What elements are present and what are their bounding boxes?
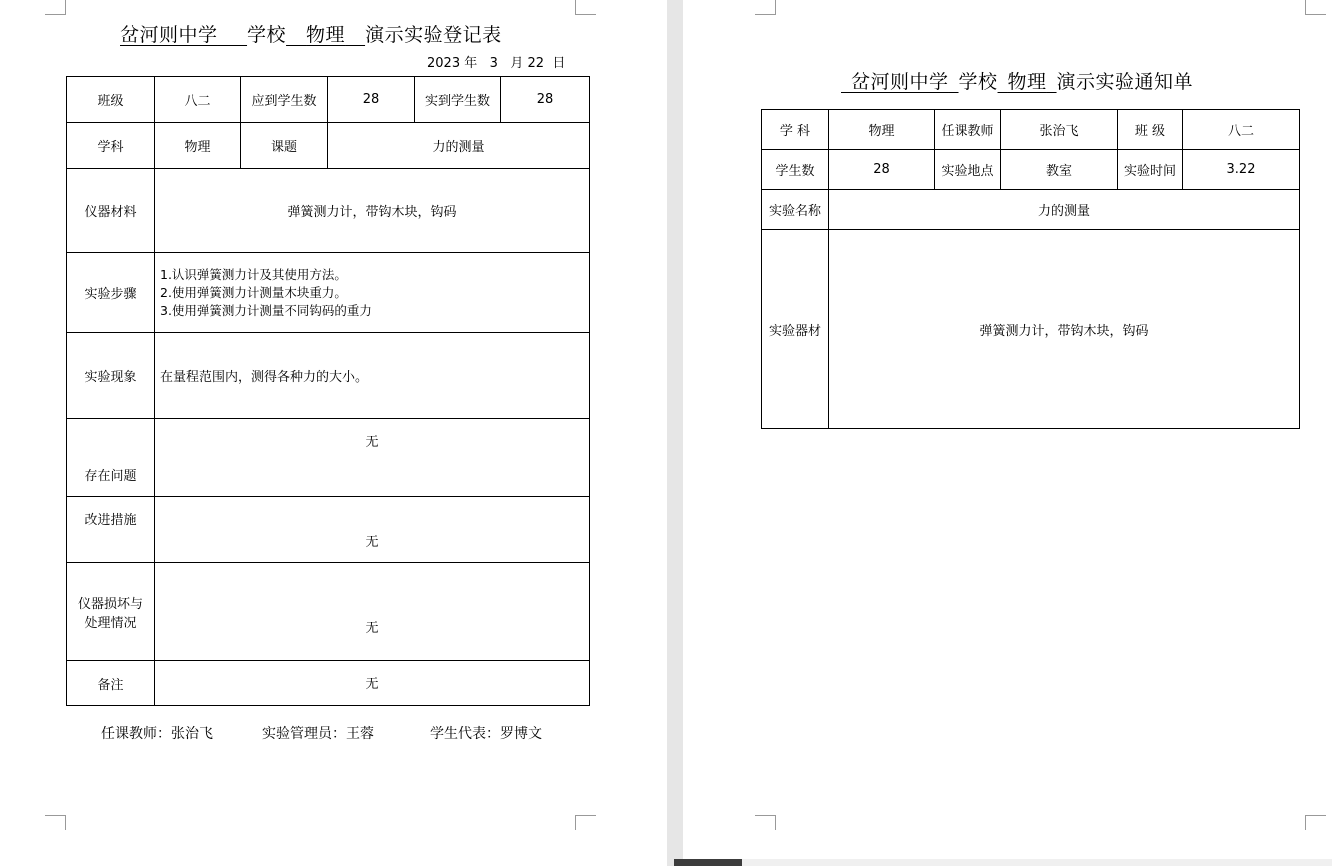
page-gutter	[667, 0, 683, 866]
class-label: 班级	[67, 77, 155, 123]
actual-value: 28	[501, 77, 590, 123]
improve-value: 无	[155, 497, 590, 563]
title-school: 岔河则中学	[120, 24, 218, 46]
topic-value: 力的测量	[328, 123, 590, 169]
title-suffix: 演示实验通知单	[1056, 71, 1194, 93]
register-title	[120, 20, 502, 47]
location-label: 实验地点	[935, 150, 1001, 190]
students-value: 28	[829, 150, 935, 190]
materials-label: 仪器材料	[67, 169, 155, 253]
class-value: 八二	[155, 77, 241, 123]
remarks-label: 备注	[67, 661, 155, 706]
step-item: 3.使用弹簧测力计测量不同钩码的重力	[160, 302, 372, 318]
title-subject: 物理	[1007, 71, 1047, 93]
title-subject: 物理	[306, 24, 346, 46]
crop-mark	[575, 0, 596, 15]
problems-label: 存在问题	[67, 419, 155, 497]
materials-value: 弹簧测力计，带钩木块，钩码	[155, 169, 590, 253]
phenomenon-label: 实验现象	[67, 333, 155, 419]
expected-value: 28	[328, 77, 415, 123]
teacher-label: 任课教师	[935, 110, 1001, 150]
title-suffix: 演示实验登记表	[365, 24, 502, 46]
step-item: 2.使用弹簧测力计测量木块重力。	[160, 284, 347, 300]
crop-mark	[755, 0, 776, 15]
scrollbar-thumb[interactable]	[674, 859, 742, 866]
step-item: 1.认识弹簧测力计及其使用方法。	[160, 266, 347, 282]
footer-student-rep: 学生代表：罗博文	[430, 726, 542, 742]
problems-value: 无	[155, 419, 590, 497]
crop-mark	[755, 815, 776, 830]
equipment-value: 弹簧测力计，带钩木块，钩码	[829, 230, 1300, 429]
class-value: 八二	[1183, 110, 1300, 150]
expected-label: 应到学生数	[241, 77, 328, 123]
phenomenon-value: 在量程范围内，测得各种力的大小。	[155, 333, 590, 419]
damage-label: 仪器损坏与 处理情况	[67, 563, 155, 661]
steps-list	[155, 253, 590, 333]
steps-label: 实验步骤	[67, 253, 155, 333]
register-date: 2023 年 3 月 22 日	[427, 56, 566, 71]
title-school-suffix: 学校	[958, 71, 998, 93]
crop-mark	[1305, 0, 1326, 15]
subject-label: 学 科	[762, 110, 829, 150]
title-school-suffix: 学校	[247, 24, 287, 46]
topic-label: 课题	[241, 123, 328, 169]
crop-mark	[45, 0, 66, 15]
damage-value: 无	[155, 563, 590, 661]
register-table	[66, 76, 590, 706]
teacher-value: 张治飞	[1001, 110, 1118, 150]
footer-admin: 实验管理员：王蓉	[262, 726, 374, 742]
crop-mark	[1305, 815, 1326, 830]
horizontal-scrollbar[interactable]	[674, 859, 1332, 866]
actual-label: 实到学生数	[415, 77, 501, 123]
experiment-name-value: 力的测量	[829, 190, 1300, 230]
experiment-name-label: 实验名称	[762, 190, 829, 230]
title-school: 岔河则中学	[851, 71, 949, 93]
location-value: 教室	[1001, 150, 1118, 190]
improve-label: 改进措施	[67, 497, 155, 563]
subject-value: 物理	[155, 123, 241, 169]
subject-label: 学科	[67, 123, 155, 169]
footer-teacher: 任课教师：张治飞	[101, 726, 213, 742]
notice-page	[683, 0, 1332, 866]
time-label: 实验时间	[1118, 150, 1183, 190]
subject-value: 物理	[829, 110, 935, 150]
notice-title	[841, 67, 1193, 94]
remarks-value: 无	[155, 661, 590, 706]
time-value: 3.22	[1183, 150, 1300, 190]
crop-mark	[45, 815, 66, 830]
equipment-label: 实验器材	[762, 230, 829, 429]
class-label: 班 级	[1118, 110, 1183, 150]
crop-mark	[575, 815, 596, 830]
students-label: 学生数	[762, 150, 829, 190]
notice-table	[761, 109, 1300, 429]
